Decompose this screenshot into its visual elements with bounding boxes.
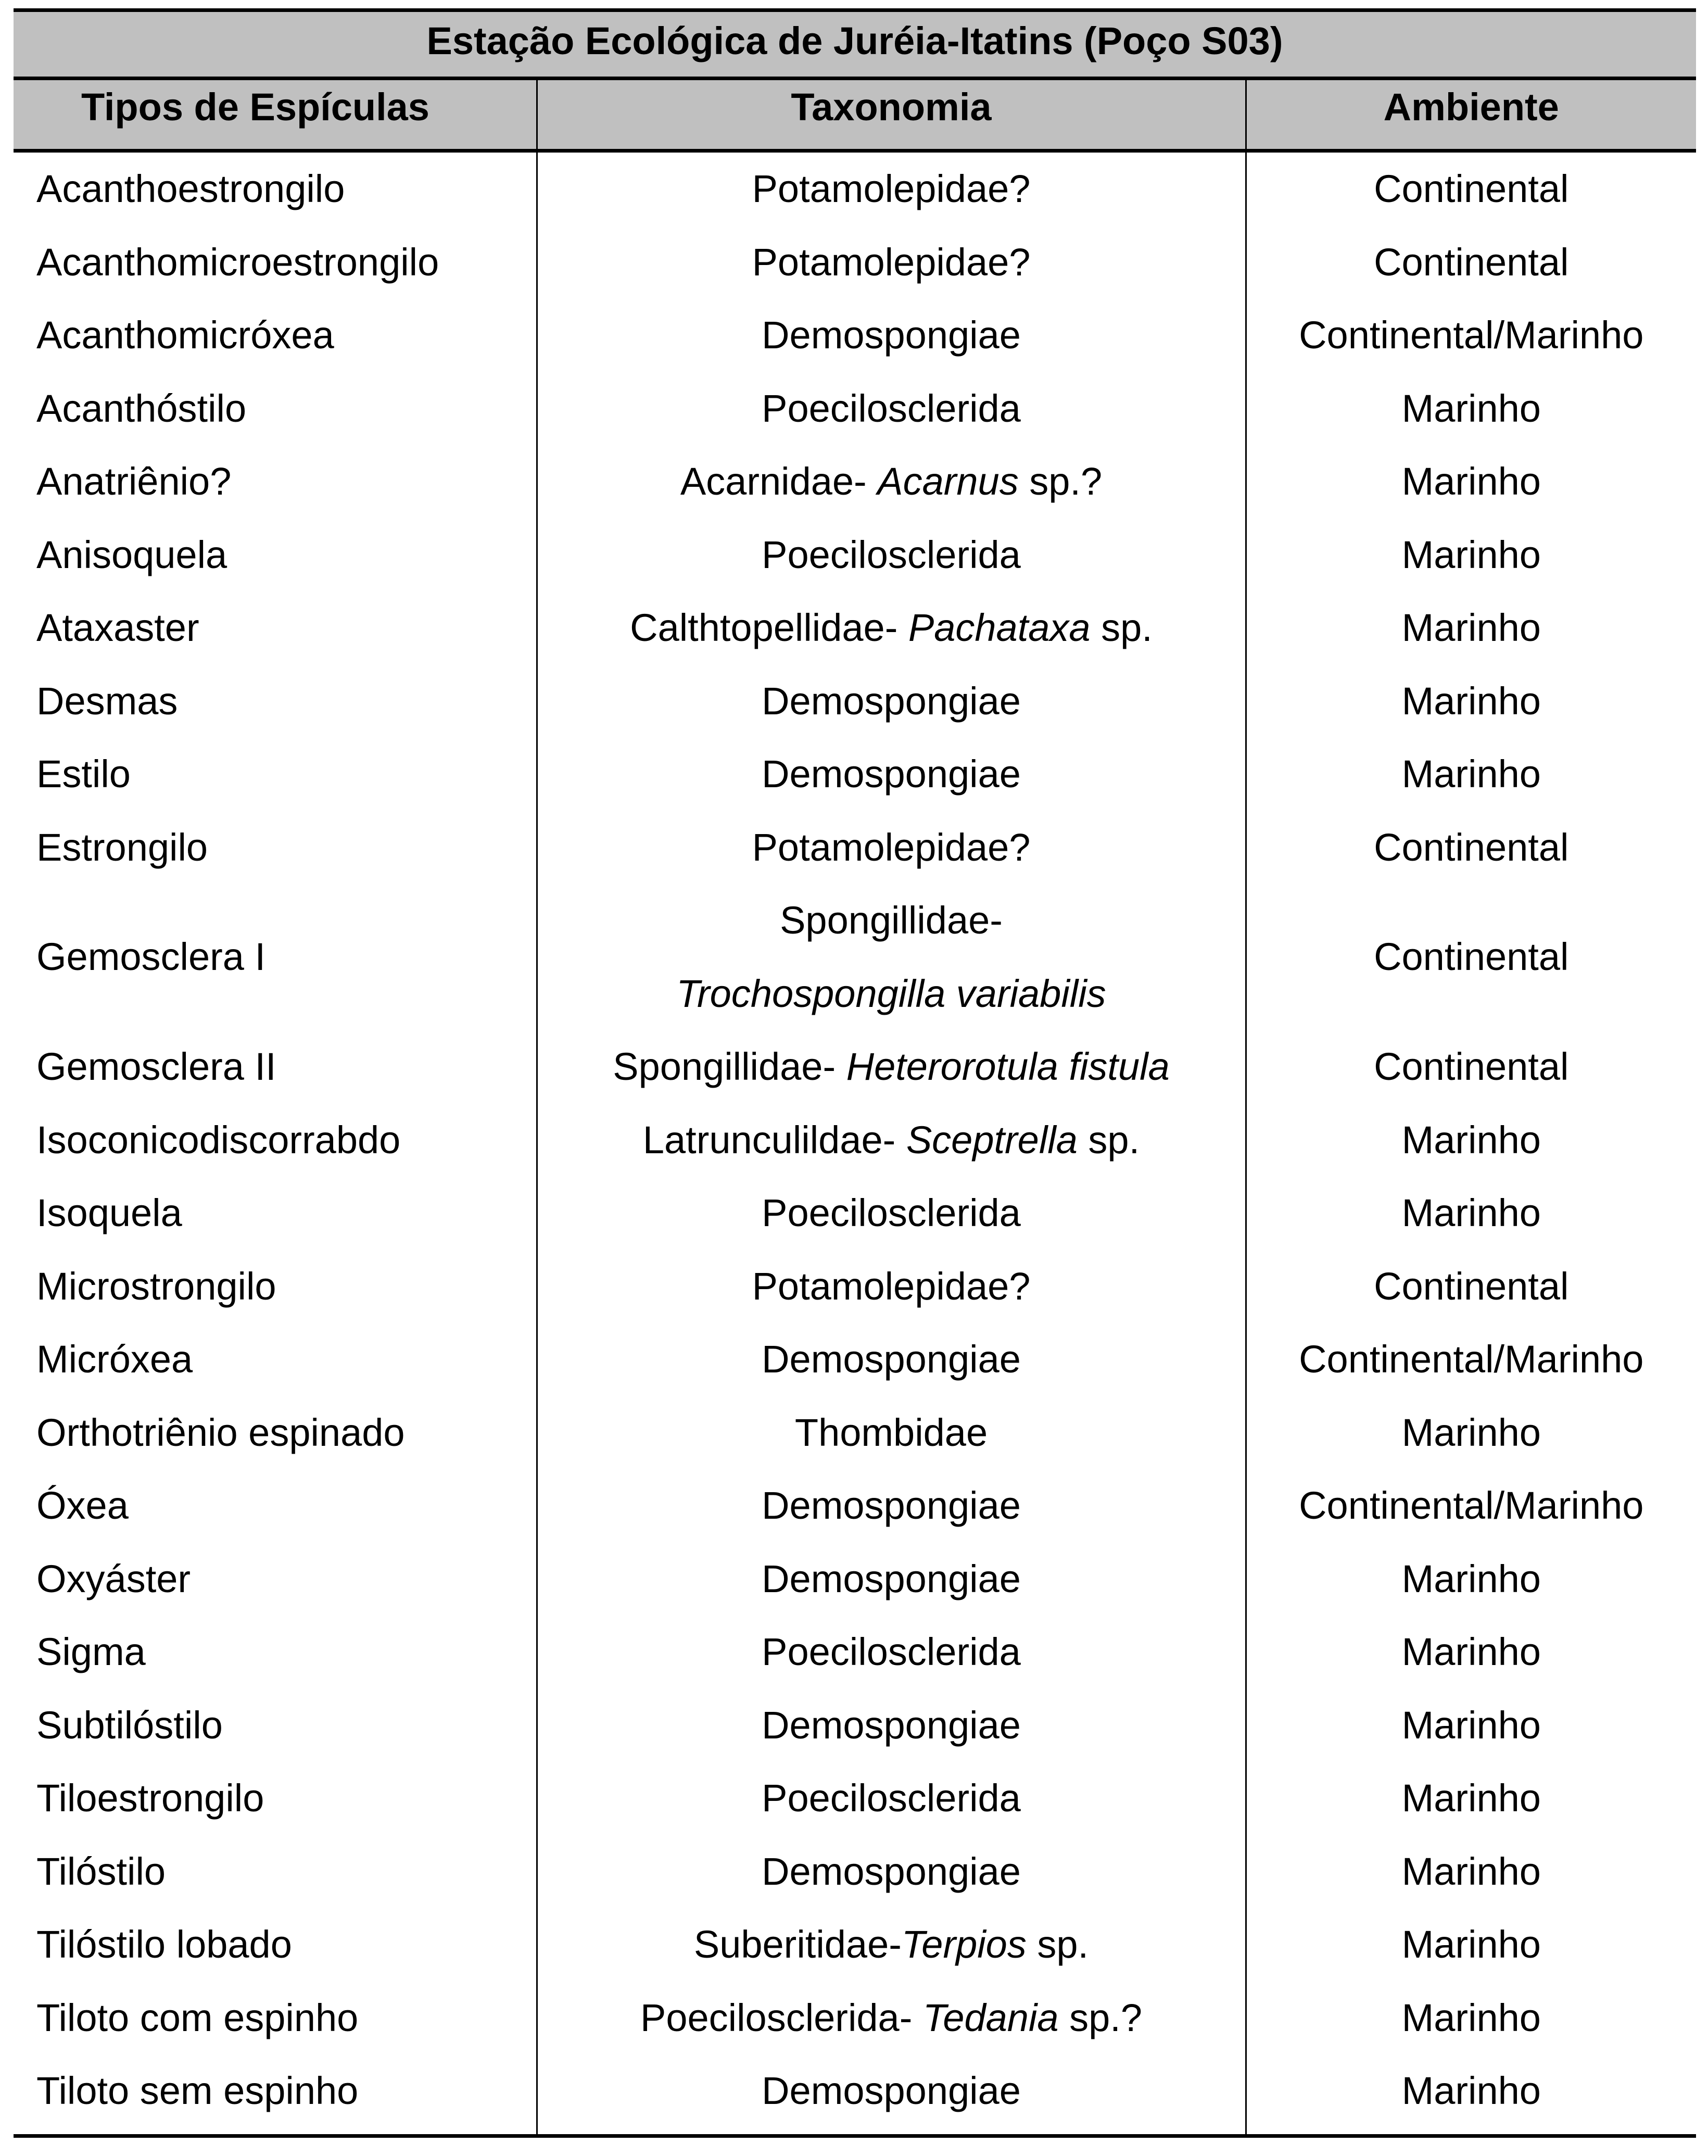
taxonomy-genus: Acarnus: [877, 460, 1019, 503]
cell-tipo: Isoquela: [36, 1191, 182, 1234]
cell-ambiente: Continental: [1246, 884, 1696, 1030]
cell-tipo: Estilo: [36, 752, 131, 796]
cell-ambiente: Continental: [1246, 1030, 1696, 1104]
cell-tipo: Isoconicodiscorrabdo: [36, 1118, 401, 1162]
taxonomy-family: Poecilosclerida: [762, 1776, 1021, 1820]
cell-tipo: Microstrongilo: [36, 1264, 276, 1308]
table-row: [14, 151, 1696, 226]
table-row: [14, 591, 1696, 665]
table-row: [14, 1177, 1696, 1250]
cell-tipo: Tilóstilo lobado: [36, 1923, 292, 1966]
cell-taxonomia: [537, 665, 1246, 738]
taxonomy-suffix: sp.?: [1018, 460, 1103, 503]
cell-ambiente: Marinho: [1246, 1104, 1696, 1177]
table-row: [14, 1250, 1696, 1323]
taxonomy-family: Poecilosclerida: [762, 386, 1021, 430]
cell-tipo: Óxea: [36, 1484, 129, 1527]
cell-taxonomia: [537, 1030, 1246, 1104]
cell-tipo: Subtilóstilo: [36, 1703, 223, 1747]
cell-taxonomia: [537, 1689, 1246, 1762]
header-ambiente: Ambiente: [1246, 79, 1696, 151]
taxonomy-family: Spongillidae-: [613, 1045, 846, 1088]
table-row: [14, 1469, 1696, 1543]
cell-tipo: Acanthóstilo: [36, 386, 247, 430]
table-body: [14, 151, 1696, 2136]
table-row: [14, 884, 1696, 1030]
cell-taxonomia: [537, 1177, 1246, 1250]
cell-ambiente: Marinho: [1246, 1908, 1696, 1982]
cell-taxonomia: [537, 2054, 1246, 2136]
cell-tipo: Tiloestrongilo: [36, 1776, 264, 1820]
cell-ambiente: Continental: [1246, 1250, 1696, 1323]
taxonomy-family: Spongillidae-: [780, 899, 1003, 942]
cell-taxonomia: [537, 1543, 1246, 1616]
table-row: [14, 1030, 1696, 1104]
taxonomy-family: Demospongiae: [762, 1849, 1021, 1893]
cell-tipo: Anisoquela: [36, 533, 227, 576]
cell-ambiente: Marinho: [1246, 1616, 1696, 1689]
cell-tipo: Acanthoestrongilo: [36, 167, 345, 210]
table-row: [14, 1616, 1696, 1689]
taxonomy-genus: Pachataxa: [908, 606, 1091, 649]
cell-tipo: Tiloto sem espinho: [14, 2054, 537, 2136]
table-row: [14, 1908, 1696, 1982]
cell-tipo: Anatriênio?: [36, 460, 232, 503]
cell-ambiente: Marinho: [1246, 445, 1696, 519]
taxonomy-family: Potamolepidae?: [752, 167, 1031, 210]
table-row: [14, 2054, 1696, 2136]
taxonomy-family: Poecilosclerida: [762, 533, 1021, 576]
taxonomy-genus: Terpios: [901, 1923, 1027, 1966]
taxonomy-genus: Trochospongilla variabilis: [676, 972, 1106, 1015]
cell-tipo: Sigma: [36, 1630, 146, 1673]
table-row: [14, 1396, 1696, 1470]
cell-taxonomia: [537, 1835, 1246, 1909]
taxonomy-family: Potamolepidae?: [752, 825, 1031, 869]
cell-taxonomia: [537, 1908, 1246, 1982]
taxonomy-family: Demospongiae: [762, 1484, 1021, 1527]
cell-tipo: Tiloto com espinho: [36, 1996, 359, 2039]
taxonomy-genus: Heterorotula fistula: [846, 1045, 1170, 1088]
cell-taxonomia: [537, 226, 1246, 299]
cell-tipo: Gemosclera I: [36, 935, 266, 979]
cell-tipo: Micróxea: [36, 1338, 193, 1381]
cell-ambiente: Marinho: [1246, 738, 1696, 811]
taxonomy-family: Suberitidae-: [693, 1923, 902, 1966]
cell-ambiente: Marinho: [1246, 1689, 1696, 1762]
cell-ambiente: Marinho: [1246, 2054, 1696, 2136]
table-row: [14, 811, 1696, 885]
cell-ambiente: Marinho: [1246, 372, 1696, 446]
table-row: [14, 1104, 1696, 1177]
cell-ambiente: Marinho: [1246, 1543, 1696, 1616]
taxonomy-family: Latrunculildae-: [642, 1118, 906, 1162]
cell-taxonomia: [537, 1396, 1246, 1470]
taxonomy-family: Poecilosclerida: [762, 1630, 1021, 1673]
taxonomy-suffix: sp.: [1077, 1118, 1140, 1162]
cell-ambiente: Marinho: [1246, 1762, 1696, 1835]
taxonomy-family: Demospongiae: [762, 1338, 1021, 1381]
table-row: [14, 1323, 1696, 1396]
taxonomy-family: Poecilosclerida: [762, 1191, 1021, 1234]
cell-ambiente: Marinho: [1246, 591, 1696, 665]
cell-tipo: Tilóstilo: [36, 1849, 166, 1893]
cell-taxonomia: [537, 151, 1246, 226]
table-row: [14, 738, 1696, 811]
cell-tipo: Orthotriênio espinado: [36, 1410, 405, 1454]
cell-tipo: Oxyáster: [36, 1557, 191, 1600]
taxonomy-suffix: sp.?: [1058, 1996, 1142, 2039]
cell-taxonomia: [537, 1469, 1246, 1543]
cell-taxonomia: [537, 445, 1246, 519]
cell-ambiente: Marinho: [1246, 1396, 1696, 1470]
cell-taxonomia: [537, 1762, 1246, 1835]
cell-ambiente: Marinho: [1246, 1982, 1696, 2055]
table-row: [14, 299, 1696, 372]
cell-ambiente: Marinho: [1246, 1835, 1696, 1909]
cell-tipo: Ataxaster: [36, 606, 199, 649]
taxonomy-family: Potamolepidae?: [752, 240, 1031, 284]
cell-ambiente: Continental: [1246, 151, 1696, 226]
taxonomy-family: Demospongiae: [762, 2069, 1021, 2112]
table-row: [14, 1543, 1696, 1616]
taxonomy-family: Demospongiae: [762, 1703, 1021, 1747]
table-row: [14, 665, 1696, 738]
taxonomy-family: Acarnidae-: [680, 460, 878, 503]
taxonomy-family: Potamolepidae?: [752, 1264, 1031, 1308]
table-row: [14, 445, 1696, 519]
cell-taxonomia: [537, 738, 1246, 811]
table-row: [14, 1982, 1696, 2055]
cell-tipo: Gemosclera II: [36, 1045, 276, 1088]
cell-tipo: Acanthomicroestrongilo: [36, 240, 439, 284]
cell-taxonomia: [537, 299, 1246, 372]
taxonomy-family: Calthtopellidae-: [630, 606, 908, 649]
taxonomy-suffix: sp.: [1090, 606, 1153, 649]
cell-ambiente: Marinho: [1246, 665, 1696, 738]
spicule-table-container: [14, 8, 1696, 2138]
cell-taxonomia: [537, 591, 1246, 665]
cell-tipo: Estrongilo: [36, 825, 208, 869]
table-row: [14, 372, 1696, 446]
cell-taxonomia: [537, 1250, 1246, 1323]
cell-tipo: Acanthomicróxea: [36, 313, 334, 357]
table-row: [14, 226, 1696, 299]
taxonomy-family: Demospongiae: [762, 313, 1021, 357]
taxonomy-family: Demospongiae: [762, 752, 1021, 796]
cell-taxonomia: [537, 372, 1246, 446]
taxonomy-family: Thombidae: [794, 1410, 988, 1454]
cell-taxonomia: [537, 1323, 1246, 1396]
table-row: [14, 1835, 1696, 1909]
spicule-table: [14, 8, 1696, 2138]
taxonomy-family: Demospongiae: [762, 1557, 1021, 1600]
cell-tipo: Desmas: [36, 679, 178, 723]
table-row: [14, 1762, 1696, 1835]
cell-ambiente: Marinho: [1246, 1177, 1696, 1250]
header-taxonomia: Taxonomia: [537, 79, 1246, 151]
table-row: [14, 1689, 1696, 1762]
taxonomy-genus: Tedania: [922, 1996, 1059, 2039]
taxonomy-family: Poecilosclerida-: [640, 1996, 923, 2039]
header-tipos-de-especulas: Tipos de Espículas: [14, 79, 537, 151]
table-row: [14, 519, 1696, 592]
table-title-row: [14, 10, 1696, 79]
cell-taxonomia: [537, 1616, 1246, 1689]
table-header-row: [14, 79, 1696, 151]
table-title: Estação Ecológica de Juréia-Itatins (Poço S03): [14, 10, 1696, 79]
cell-ambiente: Continental: [1246, 811, 1696, 885]
cell-ambiente: Continental/Marinho: [1246, 1323, 1696, 1396]
taxonomy-genus: Sceptrella: [906, 1118, 1078, 1162]
taxonomy-family: Demospongiae: [762, 679, 1021, 723]
cell-taxonomia: [537, 811, 1246, 885]
cell-ambiente: Continental/Marinho: [1246, 1469, 1696, 1543]
cell-ambiente: Continental: [1246, 226, 1696, 299]
cell-ambiente: Continental/Marinho: [1246, 299, 1696, 372]
taxonomy-suffix: sp.: [1026, 1923, 1089, 1966]
cell-taxonomia: [537, 884, 1246, 1030]
cell-ambiente: Marinho: [1246, 519, 1696, 592]
cell-taxonomia: [537, 519, 1246, 592]
cell-taxonomia: [537, 1104, 1246, 1177]
cell-taxonomia: [537, 1982, 1246, 2055]
